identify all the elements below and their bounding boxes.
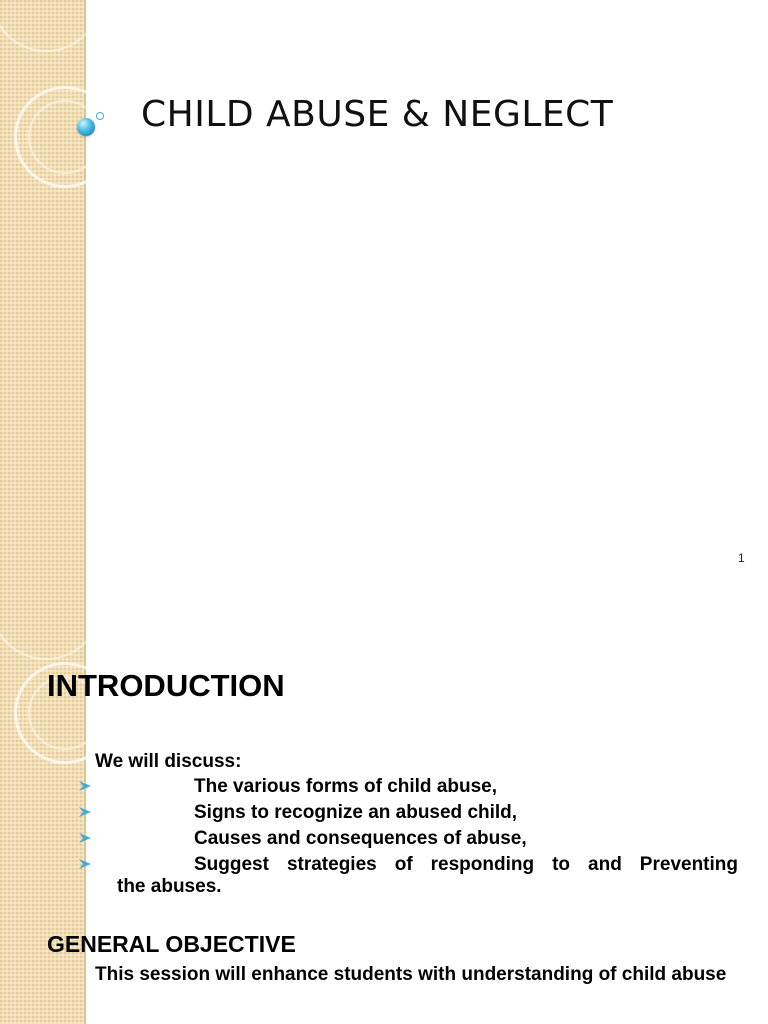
page-number: 1 (738, 551, 745, 565)
slide-title: CHILD ABUSE & NEGLECT (141, 94, 614, 135)
bullet-text: Causes and consequences of abuse, (194, 828, 527, 849)
list-item (78, 854, 738, 897)
bullet-text: The various forms of child abuse, (194, 776, 498, 797)
bullet-list (78, 776, 738, 902)
section-heading-introduction: INTRODUCTION (47, 668, 285, 703)
section-heading-objective: GENERAL OBJECTIVE (47, 931, 296, 957)
arrow-bullet-icon (78, 858, 92, 870)
list-item (78, 776, 738, 798)
decorative-side-band (0, 0, 86, 576)
decorative-ring (0, 0, 102, 52)
bullet-text: Suggest strategies of responding to and Preventing (194, 854, 738, 875)
bullet-text: Signs to recognize an abused child, (194, 802, 518, 823)
list-item (78, 802, 738, 824)
decorative-ring (28, 100, 102, 174)
arrow-bullet-icon (78, 832, 92, 844)
bubble-icon (96, 112, 104, 120)
lead-text: We will discuss: (95, 751, 242, 772)
slide-2 (0, 576, 768, 1024)
decorative-ring (0, 576, 102, 660)
objective-text: This session will enhance students with understanding of child abuse (95, 964, 727, 985)
bubble-icon (77, 118, 95, 136)
bullet-text-continuation: the abuses. (117, 875, 222, 897)
arrow-bullet-icon (78, 780, 92, 792)
list-item (78, 828, 738, 850)
arrow-bullet-icon (78, 806, 92, 818)
